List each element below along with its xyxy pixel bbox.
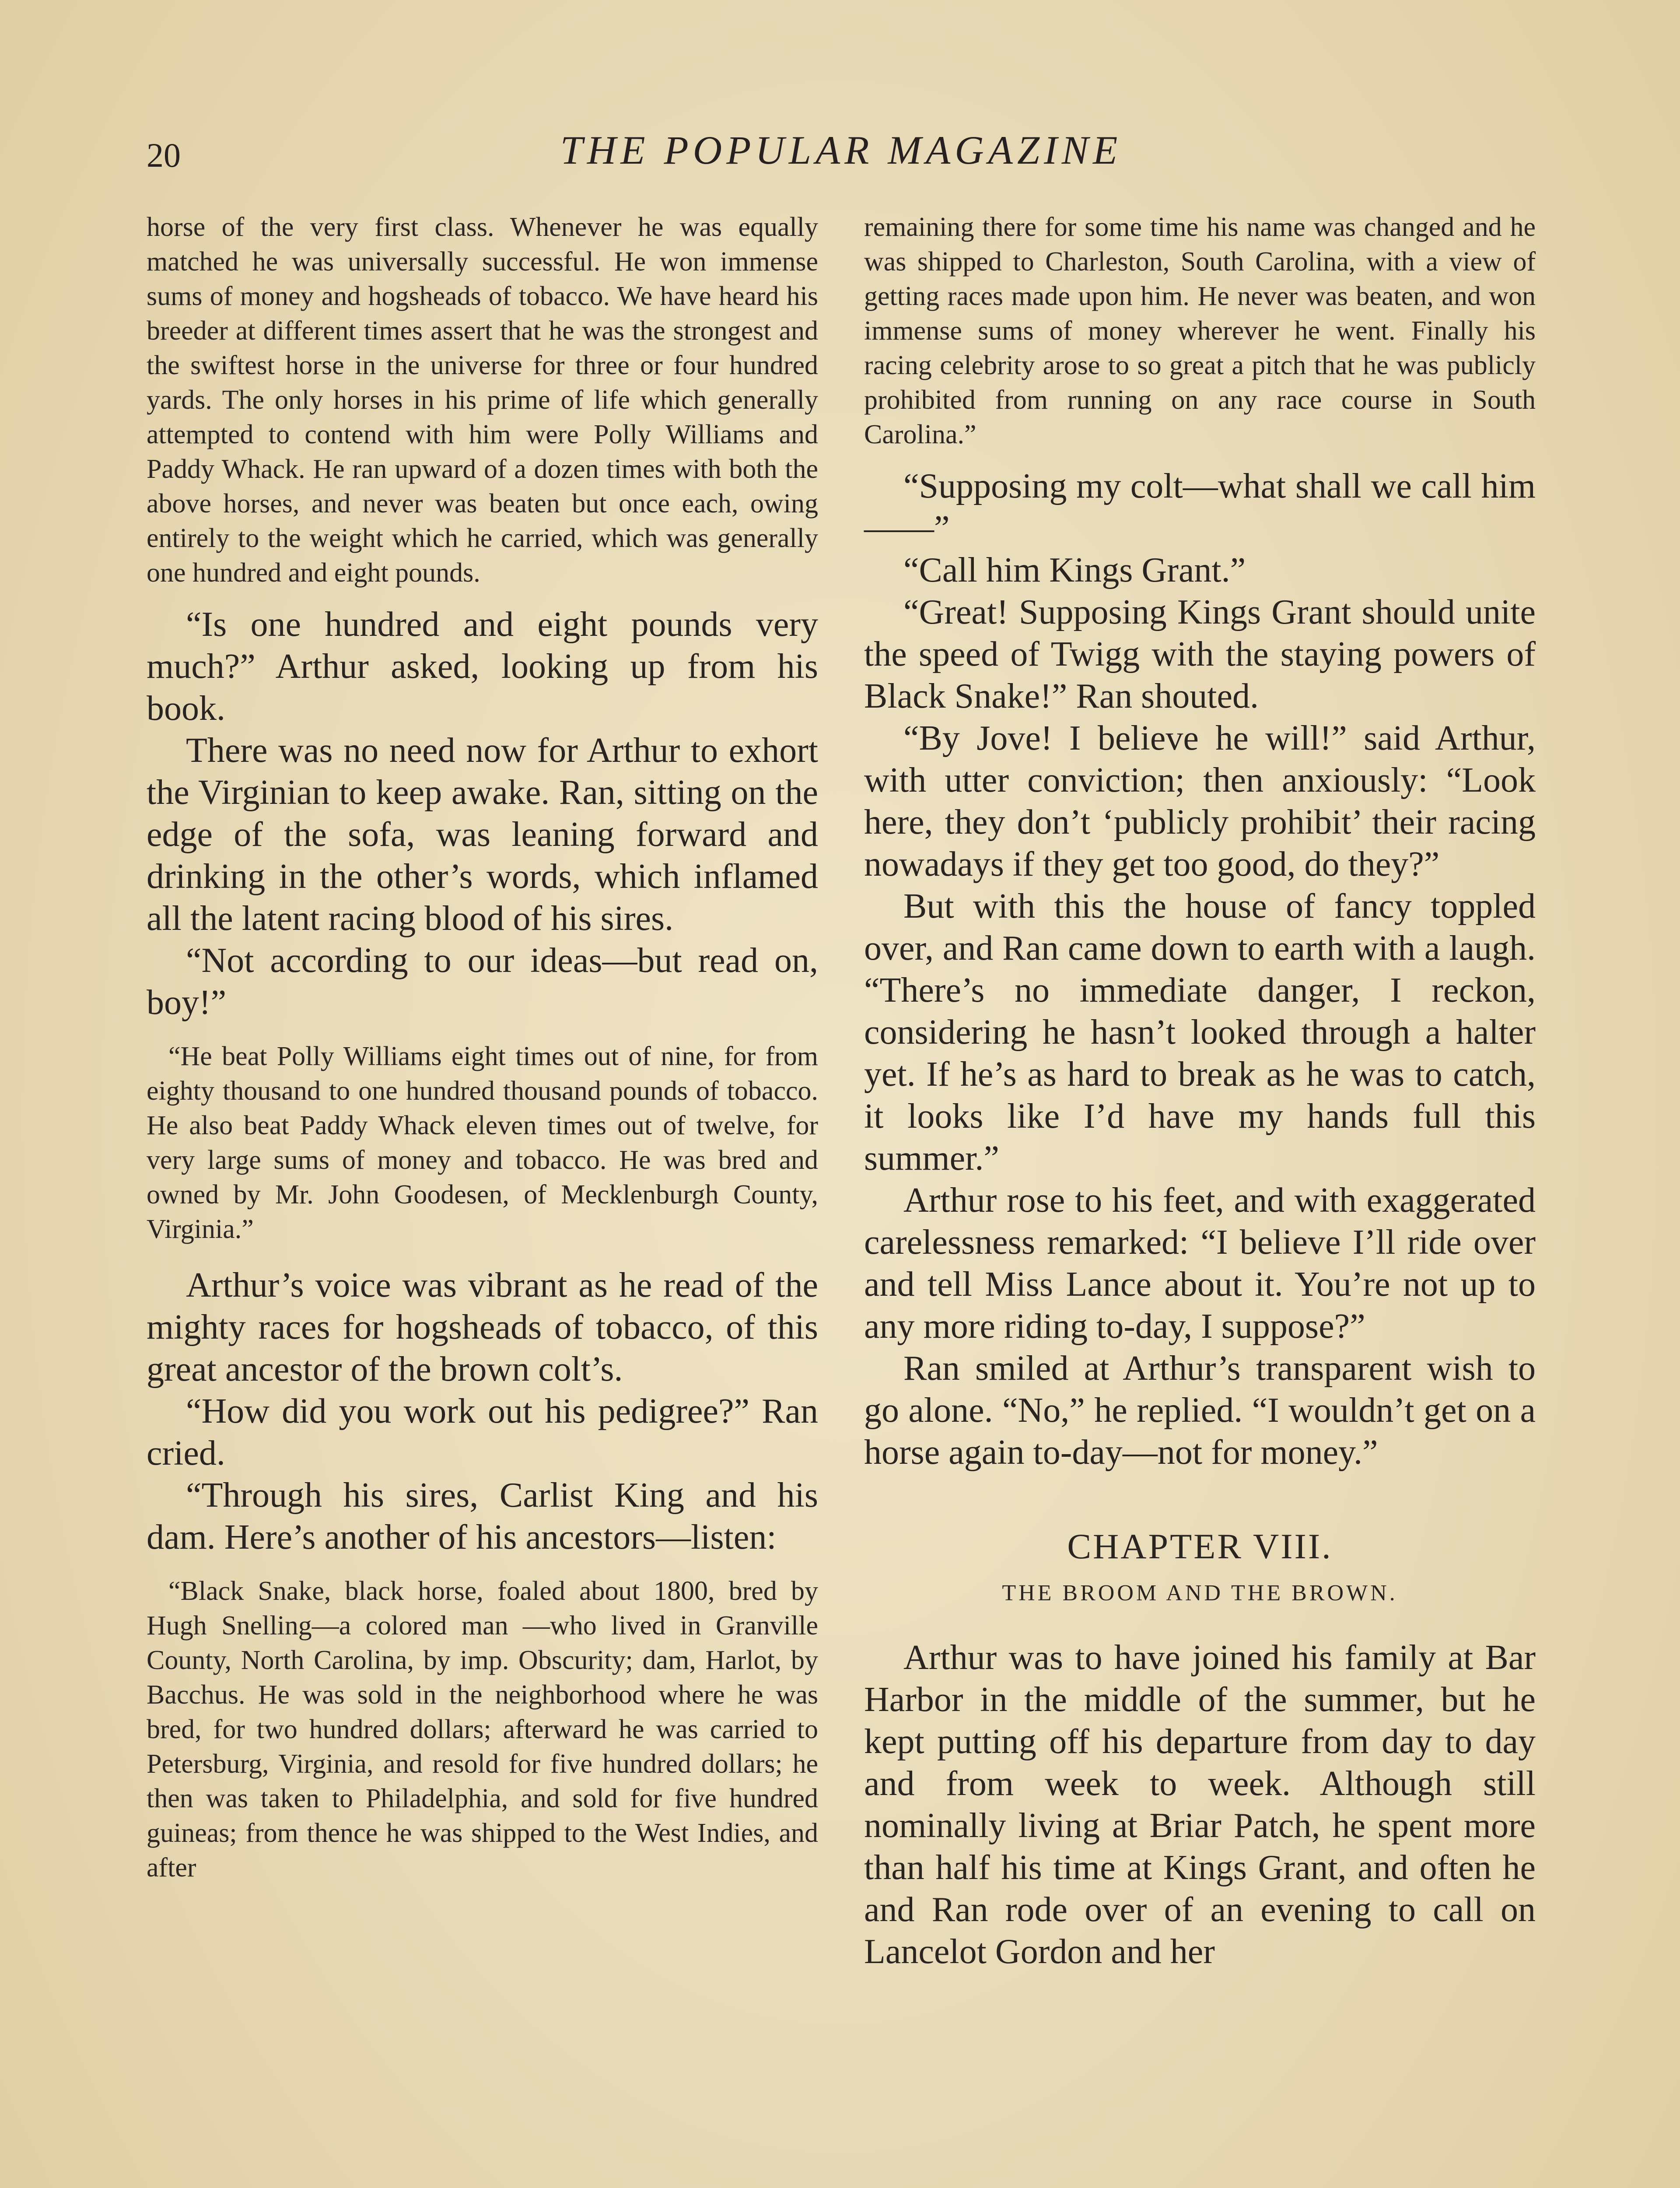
paragraph: “Through his sires, Carlist King and his dam. Here’s another of his ancestors—listen:: [147, 1476, 818, 1557]
paragraph: “Great! Supposing Kings Grant should unite the speed of Twigg with the staying powers of Black Snake!” Ran shouted.: [864, 593, 1536, 715]
paragraph: “By Jove! I believe he will!” said Arthur, with utter conviction; then anxiously: “Look here, they don’t ‘publicly prohibit’ their racing nowadays if they get too good, do they?”: [864, 719, 1536, 884]
paragraph: “Not according to our ideas—but read on, boy!”: [147, 941, 818, 1022]
paragraph: “Is one hundred and eight pounds very much?” Arthur asked, looking up from his book.: [147, 605, 818, 728]
paragraph: But with this the house of fancy toppled over, and Ran came down to earth with a laugh. “There’s no immediate danger, I reckon, considering he hasn’t looked through a halter yet. If he’s as hard to break as he was to catch, it looks like I’d have my hands full this summer.”: [864, 887, 1536, 1178]
paragraph: horse of the very first class. Whenever he was equally matched he was universally successful. He won immense sums of money and hogsheads of tobacco. We have heard his breeder at different times assert that he was the strongest and the swiftest horse in the universe for three or four hundred yards. The only horses in his prime of life which generally attempted to contend with him were Polly Williams and Paddy Whack. He ran upward of a dozen times with both the above horses, and never was beaten but once each, owing entirely to the weight which he carried, which was generally one hundred and eight pounds.: [147, 212, 818, 588]
right-column: [864, 210, 1536, 1973]
paragraph: Ran smiled at Arthur’s transparent wish to go alone. “No,” he replied. “I wouldn’t get on a horse again to-day—not for money.”: [864, 1349, 1536, 1472]
paragraph: “Call him Kings Grant.”: [903, 551, 1246, 589]
page-number: 20: [147, 136, 181, 174]
paragraph: Arthur’s voice was vibrant as he read of the mighty races for hogsheads of tobacco, of this great ancestor of the brown colt’s.: [147, 1266, 818, 1389]
paragraph: “Supposing my colt—what shall we call him——”: [864, 467, 1536, 547]
page-header: [147, 127, 1536, 188]
left-column: [147, 210, 818, 1903]
block-quote-continued: remaining there for some time his name was changed and he was shipped to Charleston, South Carolina, with a view of getting races made upon him. He never was beaten, and won immense sums of money wherever he went. Finally his racing celebrity arose to so great a pitch that he was publicly prohibited from running on any race course in South Carolina.”: [864, 212, 1536, 449]
paragraph: There was no need now for Arthur to exhort the Virginian to keep awake. Ran, sitting on the edge of the sofa, was leaning forward and drinking in the other’s words, which inflamed all the latent racing blood of his sires.: [147, 731, 818, 938]
paragraph: “How did you work out his pedigree?” Ran cried.: [147, 1392, 818, 1473]
paragraph: Arthur rose to his feet, and with exaggerated carelessness remarked: “I believe I’ll ride over and tell Miss Lance about it. You’re not up to any more riding to-day, I suppose?”: [864, 1181, 1536, 1346]
chapter-subtitle: THE BROOM AND THE BROWN.: [1002, 1581, 1398, 1606]
chapter-opening-paragraph: Arthur was to have joined his family at Bar Harbor in the middle of the summer, but he kept putting off his departure from day to day and from week to week. Although still nominally living at Briar Patch, he spent more than half his time at Kings Grant, and often he and Ran rode over of an evening to call on Lancelot Gordon and her: [864, 1638, 1536, 1971]
running-title: THE POPULAR MAGAZINE: [560, 128, 1122, 172]
chapter-heading: CHAPTER VIII.: [1067, 1526, 1333, 1566]
block-quote: “Black Snake, black horse, foaled about 1800, bred by Hugh Snelling—a colored man —who lived in Granville County, North Carolina, by imp. Obscurity; dam, Harlot, by Bacchus. He was sold in the neighborhood where he was bred, for two hundred dollars; afterward he was carried to Petersburg, Virginia, and resold for five hundred dollars; he then was taken to Philadelphia, and sold for five hundred guineas; from thence he was shipped to the West Indies, and after: [147, 1576, 818, 1883]
block-quote: “He beat Polly Williams eight times out of nine, for from eighty thousand to one hundred thousand pounds of tobacco. He also beat Paddy Whack eleven times out of twelve, for very large sums of money and tobacco. He was bred and owned by Mr. John Goodesen, of Mecklenburgh County, Virginia.”: [147, 1041, 818, 1244]
